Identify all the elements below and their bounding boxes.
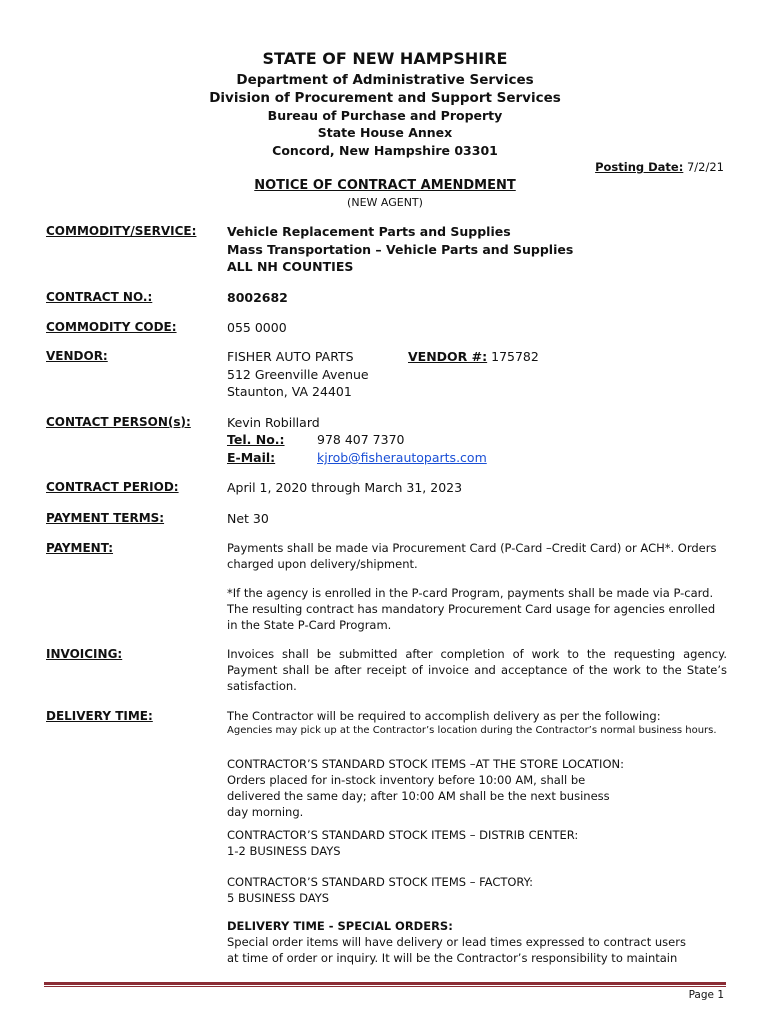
store-line3: day morning. [227, 805, 304, 819]
city-line: Concord, New Hampshire 03301 [272, 143, 498, 158]
commodity-label: COMMODITY/SERVICE: [46, 224, 197, 238]
commodity-line1: Vehicle Replacement Parts and Supplies [227, 224, 511, 239]
store-line1: Orders placed for in-stock inventory before 10:00 AM, shall be [227, 773, 586, 787]
payment-para2: *If the agency is enrolled in the P-card Program, payments shall be made via P-card. The resulting contract has mandatory Procurement Card usage for agencies enrolled in the State P-Card Program. [227, 586, 716, 632]
page-number: Page 1 [688, 989, 724, 1001]
invoicing-text: Invoices shall be submitted after completion of work to the requesting agency. Payment shall be after receipt of invoice and acceptance of the work to the State’s satisfaction. [227, 647, 727, 693]
factory-value: 5 BUSINESS DAYS [227, 891, 330, 905]
notice-title: NOTICE OF CONTRACT AMENDMENT [254, 178, 516, 193]
vendor-address2: Staunton, VA 24401 [227, 384, 352, 399]
contact-label: CONTACT PERSON(s): [46, 415, 191, 429]
posting-date-value: 7/2/21 [686, 160, 724, 174]
delivery-pickup: Agencies may pick up at the Contractor’s location during the Contractor’s normal business hours. [227, 725, 717, 736]
delivery-intro: The Contractor will be required to accomplish delivery as per the following: [227, 709, 661, 723]
footer-rule-thin [44, 986, 726, 987]
email-link[interactable]: kjrob@fisherautoparts.com [317, 450, 487, 465]
special-orders-line2: at time of order or inquiry. It will be the Contractor’s responsibility to maintain [227, 951, 678, 965]
bureau-name: Bureau of Purchase and Property [267, 108, 503, 123]
state-title: STATE OF NEW HAMPSHIRE [262, 49, 508, 68]
commodity-line3: ALL NH COUNTIES [227, 259, 354, 274]
contract-no-label: CONTRACT NO.: [46, 290, 153, 304]
special-orders-heading: DELIVERY TIME - SPECIAL ORDERS: [227, 919, 453, 933]
special-orders-line1: Special order items will have delivery or lead times expressed to contract users [227, 935, 686, 949]
posting-date [595, 160, 724, 174]
vendor-number-value: 175782 [491, 349, 539, 364]
invoicing-label: INVOICING: [46, 647, 123, 661]
factory-heading: CONTRACTOR’S STANDARD STOCK ITEMS – FACTORY: [227, 875, 534, 889]
vendor-address1: 512 Greenville Avenue [227, 367, 369, 382]
commodity-code-value: 055 0000 [227, 320, 287, 335]
vendor-number-label: VENDOR #: [408, 349, 488, 364]
vendor-number [408, 348, 539, 365]
contract-no-value: 8002682 [227, 290, 288, 305]
delivery-label: DELIVERY TIME: [46, 709, 153, 723]
building-name: State House Annex [317, 125, 453, 140]
contact-email [227, 449, 487, 466]
footer-rule-thick [44, 982, 726, 985]
division-name: Division of Procurement and Support Services [209, 90, 561, 106]
notice-subtitle: (NEW AGENT) [347, 196, 423, 209]
store-line2: delivered the same day; after 10:00 AM shall be the next business [227, 789, 610, 803]
payment-terms-value: Net 30 [227, 511, 269, 526]
department-name: Department of Administrative Services [236, 72, 534, 88]
commodity-code-label: COMMODITY CODE: [46, 320, 177, 334]
distrib-heading: CONTRACTOR’S STANDARD STOCK ITEMS – DISTRIB CENTER: [227, 828, 579, 842]
payment-terms-label: PAYMENT TERMS: [46, 511, 165, 525]
payment-para1: Payments shall be made via Procurement Card (P-Card –Credit Card) or ACH*. Orders charged upon delivery/shipment. [227, 541, 717, 571]
store-heading: CONTRACTOR’S STANDARD STOCK ITEMS –AT THE STORE LOCATION: [227, 757, 624, 771]
email-label: E-Mail: [227, 450, 276, 465]
vendor-name: FISHER AUTO PARTS [227, 349, 354, 364]
payment-label: PAYMENT: [46, 541, 114, 555]
posting-date-label: Posting Date: [595, 160, 684, 174]
contact-tel [227, 431, 404, 448]
contact-name: Kevin Robillard [227, 415, 320, 430]
commodity-line2: Mass Transportation – Vehicle Parts and Supplies [227, 242, 574, 257]
distrib-value: 1-2 BUSINESS DAYS [227, 844, 341, 858]
tel-value: 978 407 7370 [317, 432, 405, 447]
vendor-label: VENDOR: [46, 349, 108, 363]
contract-period-value: April 1, 2020 through March 31, 2023 [227, 480, 463, 495]
contract-period-label: CONTRACT PERIOD: [46, 480, 179, 494]
tel-label: Tel. No.: [227, 432, 285, 447]
